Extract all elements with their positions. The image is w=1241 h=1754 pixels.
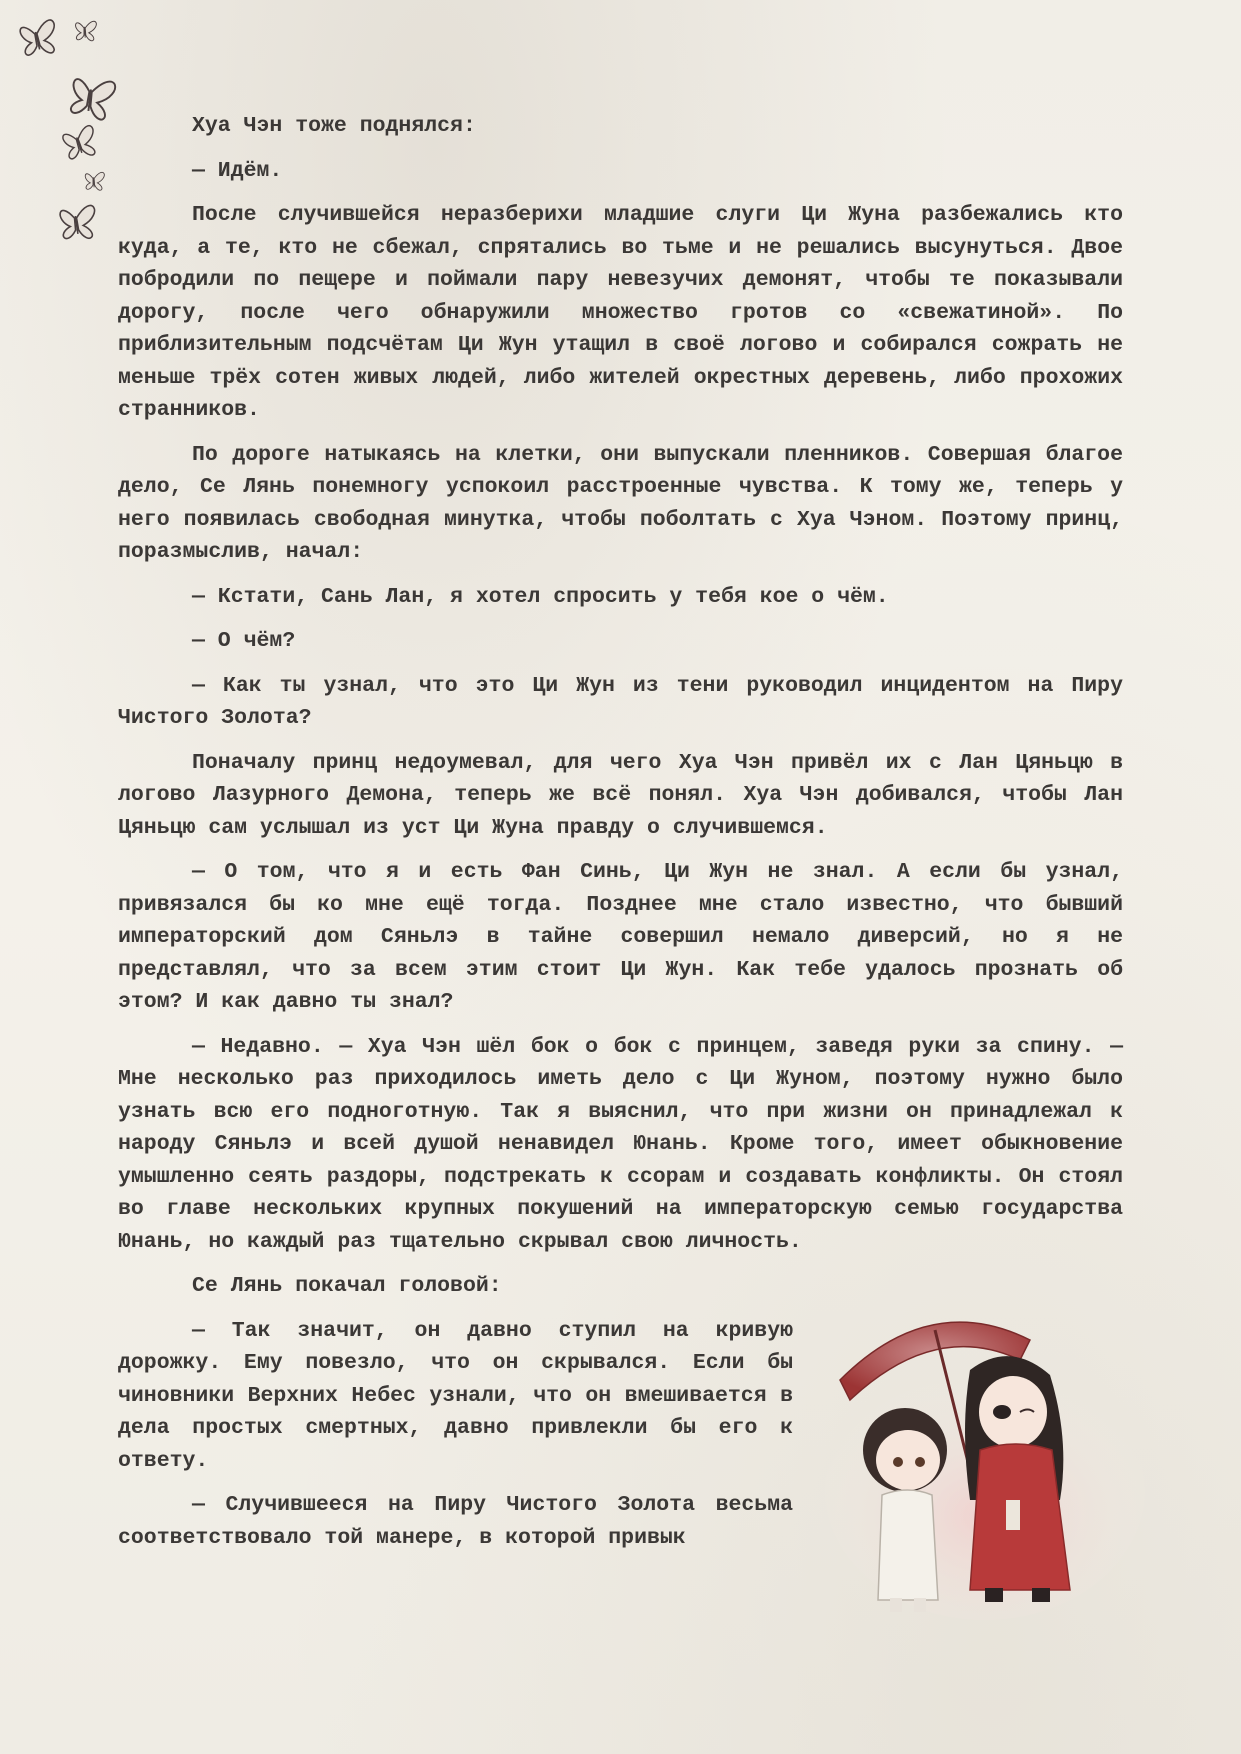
paragraph: Поначалу принц недоумевал, для чего Хуа Чэн привёл их с Лан Цяньцю в логово Лазурного Демона, теперь же всё понял. Хуа Чэн добивался, чтобы Лан Цяньцю сам услышал из уст Ци Жуна правду о случившемся. (118, 750, 1123, 840)
butterfly-icon (62, 125, 100, 161)
chibi-illustration (820, 1300, 1150, 1620)
paragraph: — Кстати, Сань Лан, я хотел спросить у тебя кое о чём. (192, 584, 889, 609)
butterfly-icon (19, 19, 59, 57)
butterfly-icon (60, 205, 97, 240)
paragraph: По дороге натыкаясь на клетки, они выпускали пленников. Совершая благое дело, Се Лянь понемногу успокоил расстроенные чувства. К тому же, теперь у него появилась свободная минутка, чтобы поболтать с Хуа Чэном. Поэтому принц, поразмыслив, начал: (118, 442, 1123, 564)
butterfly-icon (85, 172, 104, 190)
paragraph: — Так значит, он давно ступил на кривую дорожку. Ему повезло, что он скрывался. Если бы чиновники Верхних Небес узнали, что он вмешивается в дела простых смертных, давно привлекли бы его к ответу. (118, 1318, 793, 1473)
paragraph: — Идём. (192, 158, 283, 183)
paragraph: — О том, что я и есть Фан Синь, Ци Жун не знал. А если бы узнал, привязался бы ко мне ещё тогда. Позднее мне стало известно, что бывший императорский дом Сяньлэ в тайне совершил немало диверсий, но я не представлял, что за всем этим стоит Ци Жун. Как тебе удалось прознать об этом? И как давно ты знал? (118, 860, 1123, 1014)
paragraph: Се Лянь покачал головой: (192, 1274, 502, 1298)
paragraph: — Как ты узнал, что это Ци Жун из тени руководил инцидентом на Пиру Чистого Золота? (118, 673, 1123, 730)
paragraph: Хуа Чэн тоже поднялся: (192, 114, 476, 138)
character-right (965, 1356, 1070, 1602)
paragraph: После случившейся неразберихи младшие слуги Ци Жуна разбежались кто куда, а те, кто не сбежал, спрятались во тьме и не решались высунуться. Двое побродили по пещере и поймали пару невезучих демонят, чтобы те показывали дорогу, после чего обнаружили множество гротов со «свежатиной». По приблизительным подсчётам Ци Жун утащил в своё логово и собирался сожрать не меньше трёх сотен живых людей, либо жителей окрестных деревень, либо прохожих странников. (118, 203, 1123, 422)
paragraph: — О чём? (192, 629, 296, 653)
paragraph: — Случившееся на Пиру Чистого Золота весьма соответствовало той манере, в которой привык (118, 1493, 793, 1550)
butterfly-icon (76, 21, 97, 41)
paragraph: — Недавно. — Хуа Чэн шёл бок о бок с принцем, заведя руки за спину. — Мне несколько раз приходилось иметь дело с Ци Жуном, поэтому нужно было узнать всю его подноготную. Так я выяснил, что при жизни он принадлежал к народу Сяньлэ и всей душой ненавидел Юнань. Кроме того, имеет обыкновение умышленно сеять раздоры, подстрекать к ссорам и создавать конфликты. Он стоял во главе нескольких крупных покушений на императорскую семью государства Юнань, но каждый раз тщательно скрывал свою личность. (118, 1034, 1123, 1254)
butterfly-icon (68, 75, 116, 121)
